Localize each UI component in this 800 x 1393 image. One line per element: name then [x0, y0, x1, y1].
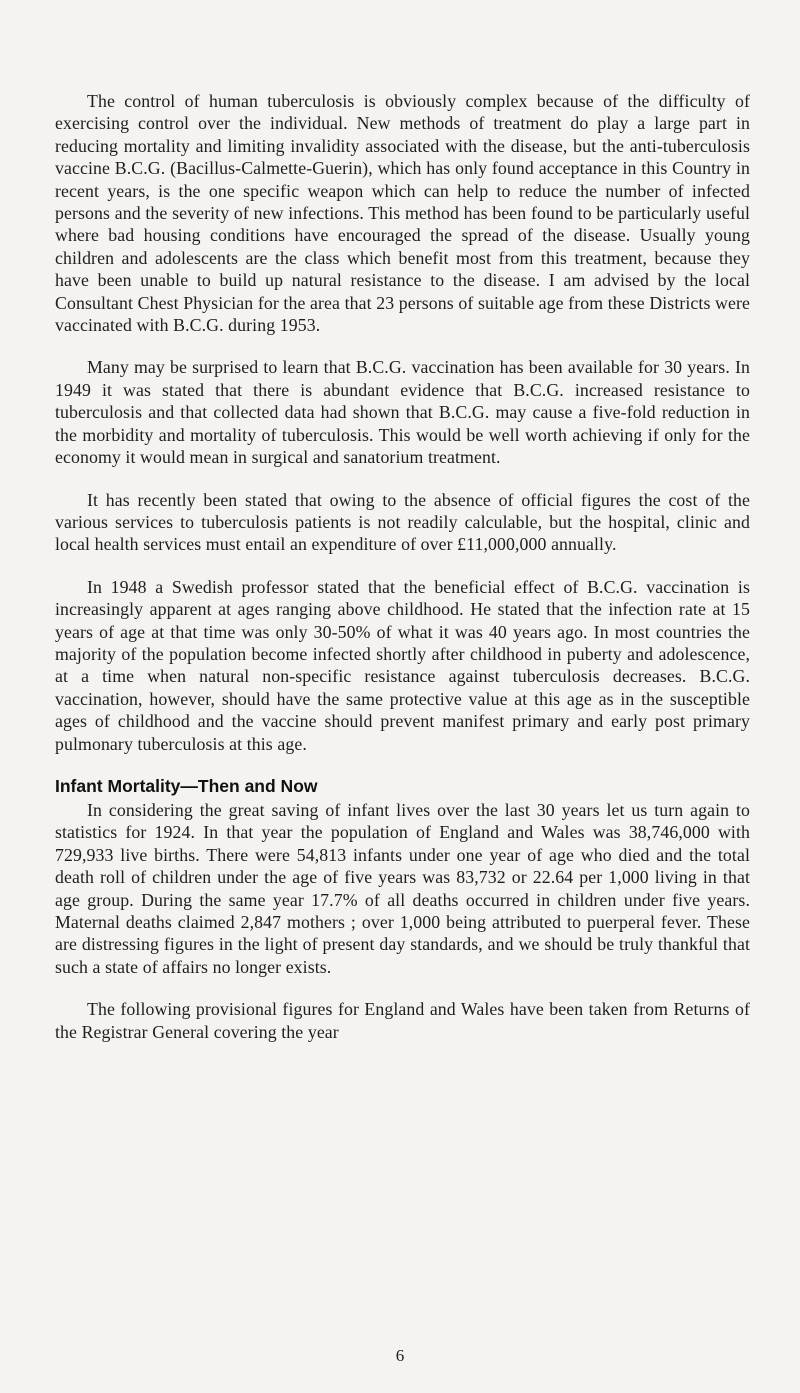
- body-paragraph: It has recently been stated that owing to the absence of official figures the cost of the various services to tuberculosis patients is not readily calculable, but the hospital, clinic and local health services must entail an expenditure of over £11,000,000 annually.: [55, 489, 750, 555]
- body-paragraph: Many may be surprised to learn that B.C.G. vaccination has been available for 30 years. In 1949 it was stated that there is abundant evidence that B.C.G. increased resistance to tuberculosis and that collected data had shown that B.C.G. may cause a five-fold reduction in the morbidity and mortality of tuberculosis. This would be well worth achieving if only for the economy it would mean in surgical and sanatorium treatment.: [55, 357, 750, 468]
- body-paragraph: In 1948 a Swedish professor stated that the beneficial effect of B.C.G. vaccination is increasingly apparent at ages ranging above childhood. He stated that the infection rate at 15 years of age at that time was only 30-50% of what it was 40 years ago. In most countries the majority of the population become infected shortly after childhood in puberty and adolescence, at a time when natural non-specific resistance against tuberculosis decreases. B.C.G. vaccination, however, should have the same protective value at this age as in the susceptible ages of childhood and the vaccine should prevent manifest primary and early post primary pulmonary tuberculosis at this age.: [55, 576, 750, 754]
- body-paragraph: In considering the great saving of infant lives over the last 30 years let us turn again to statistics for 1924. In that year the population of England and Wales was 38,746,000 with 729,933 live births. There were 54,813 infants under one year of age who died and the total death roll of children under the age of five years was 83,732 or 22.64 per 1,000 living in that age group. During the same year 17.7% of all deaths occurred in children under five years. Maternal deaths claimed 2,847 mothers ; over 1,000 being attributed to puerperal fever. These are distressing figures in the light of present day standards, and we should be truly thankful that such a state of affairs no longer exists.: [55, 799, 750, 977]
- section-heading: Infant Mortality—Then and Now: [55, 775, 318, 796]
- body-paragraph: The following provisional figures for England and Wales have been taken from Returns of the Registrar General covering the year: [55, 999, 750, 1042]
- page-number: 6: [395, 1346, 405, 1365]
- document-page: [55, 90, 750, 1063]
- body-paragraph: The control of human tuberculosis is obviously complex because of the difficulty of exercising control over the individual. New methods of treatment do play a large part in reducing mortality and limiting invalidity associated with the disease, but the anti-tuberculosis vaccine B.C.G. (Bacillus-Calmette-Guerin), which has only found acceptance in this Country in recent years, is the one specific weapon which can help to reduce the number of infected persons and the severity of new infections. This method has been found to be particularly useful where bad housing conditions have encouraged the spread of the disease. Usually young children and adolescents are the class which benefit most from this treatment, because they have been unable to build up natural resistance to the disease. I am advised by the local Consultant Chest Physician for the area that 23 persons of suitable age from these Districts were vaccinated with B.C.G. during 1953.: [55, 91, 750, 336]
